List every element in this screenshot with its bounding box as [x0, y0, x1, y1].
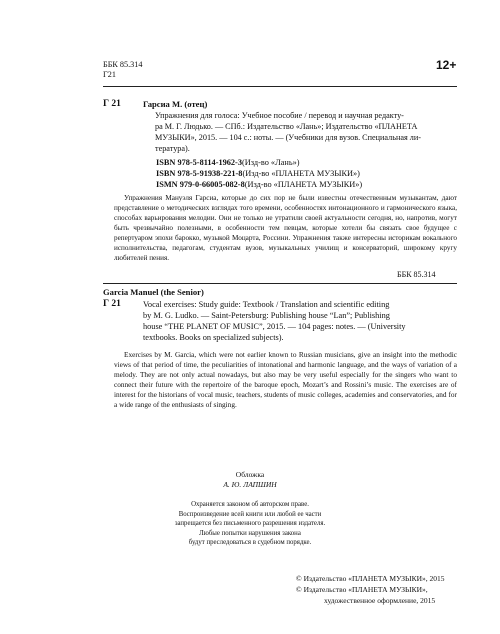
copyright-block: [296, 573, 445, 606]
ru-description-line: МУЗЫКИ», 2015. — 104 с.: ноты. — (Учебники для вузов. Специальная ли-: [155, 133, 421, 142]
rights-notice: [100, 500, 400, 548]
middle-divider: [103, 283, 457, 284]
en-description-line: textbooks. Books on specialized subjects).: [143, 333, 284, 342]
en-description-line: Vocal exercises: Study guide: Textbook / Translation and scientific editing: [143, 300, 390, 309]
ru-description: [143, 110, 457, 154]
en-catalog-code: Г 21: [103, 299, 121, 309]
header-classification: [103, 60, 142, 80]
rights-line: Воспроизведение всей книги или любой ее части: [178, 510, 322, 518]
top-divider: [103, 86, 457, 87]
en-description: [143, 299, 457, 343]
copyright-line: © Издательство «ПЛАНЕТА МУЗЫКИ»,: [296, 585, 428, 594]
rights-line: Охраняется законом об авторском праве.: [191, 501, 309, 508]
ismn-item: ISMN 979-0-66005-082-8(Изд-во «ПЛАНЕТА МУЗЫКИ»): [156, 180, 363, 189]
copyright-line: © Издательство «ПЛАНЕТА МУЗЫКИ», 2015: [296, 574, 445, 583]
en-author: Garcia Manuel (the Senior): [103, 287, 204, 297]
ru-description-line: ра М. Г. Людько. — СПб.: Издательство «Лань»; Издательство «ПЛАНЕТА: [155, 122, 418, 131]
en-abstract: Exercises by M. Garcia, which were not earlier known to Russian musicians, give an insight into the methodic views of that period of time, the peculiarities of intonational and harmonic language, and the ways of variation of a melody. They are not only actual nowadays, but also may be very useful especially for the singers who want to connect their future with the repertoire of the baroque epoch, Mozart’s and Rossini’s music. The exercises are of interest for the historians of vocal music, teachers, students of music colleges, academies and conservatories, and for a wide range of the enthusiasts of singing.: [114, 350, 457, 409]
ru-abstract: Упражнения Мануэля Гарсиа, которые до сих пор не были известны отечественным музыкантам, дают представление о методических взглядах того времени, особенностях интонационного и гармонического языка, способах варьирования мелодии. Они не только не утратили своей актуальности сегодня, но, напротив, могут быть чрезвычайно полезными, в особенности тем певцам, которые хотели бы связать свое будущее с репертуаром эпохи барокко, музыкой Моцарта, Россини. Упражнения также интересны историкам вокального исполнительства, педагогам, студентам вузов, музыкальных училищ и консерваторий, широкому кругу любителей пения.: [114, 194, 457, 262]
copyright-line: художественное оформление, 2015: [324, 596, 436, 605]
ru-description-line: тература).: [155, 144, 190, 153]
rights-line: Любые попытки нарушения закона: [199, 529, 301, 537]
header-code: Г21: [103, 70, 116, 79]
ru-bbk: ББК 85.314: [397, 270, 436, 279]
en-description-line: house “THE PLANET OF MUSIC”, 2015. — 104 pages: notes. — (University: [143, 322, 406, 331]
isbn-item: ISBN 978-5-91938-221-8(Изд-во «ПЛАНЕТА МУЗЫКИ»): [156, 169, 360, 178]
isbn-list: [156, 157, 362, 190]
age-rating-badge: 12+: [436, 58, 457, 72]
en-description-line: by M. G. Ludko. — Saint-Petersburg: Publishing house “Lan”; Publishing: [143, 311, 390, 320]
ru-description-line: Упражнения для голоса: Учебное пособие / перевод и научная редакту-: [155, 111, 404, 120]
isbn-item: ISBN 978-5-8114-1962-3(Изд-во «Лань»): [156, 158, 300, 167]
cover-credit: [100, 470, 400, 490]
ru-author: Гарсиа М. (отец): [143, 99, 208, 109]
rights-line: будут преследоваться в судебном порядке.: [188, 539, 312, 546]
rights-line: запрещается без письменного разрешения издателя.: [174, 520, 326, 527]
ru-catalog-code: Г 21: [103, 99, 121, 109]
cover-designer: А. Ю. ЛАПШИН: [223, 480, 277, 489]
cover-label: Обложка: [235, 470, 265, 479]
header-bbk: ББК 85.314: [103, 60, 143, 69]
